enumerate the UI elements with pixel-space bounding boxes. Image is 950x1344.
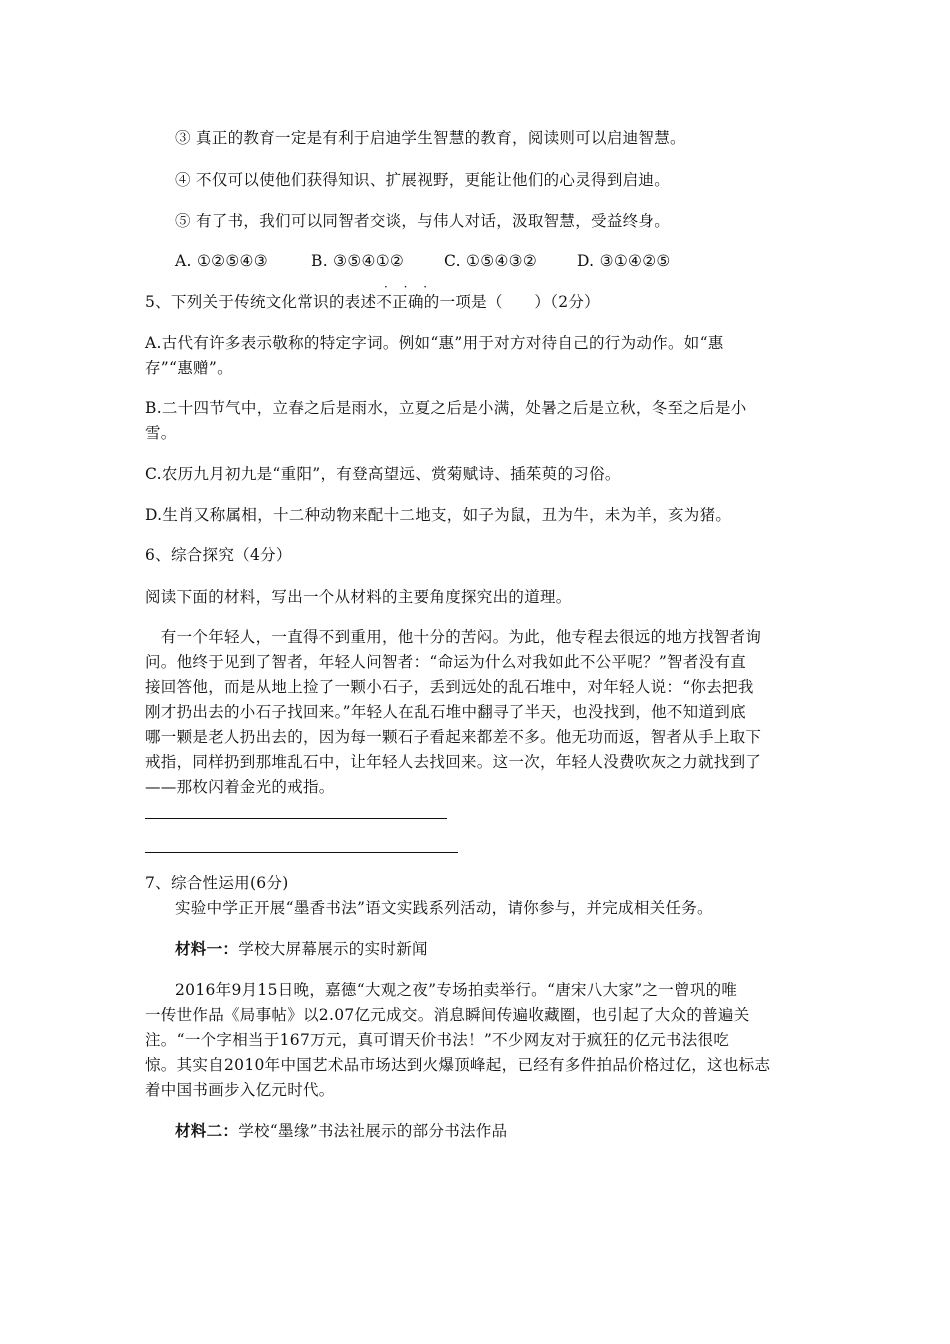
q5-option-d: D.生肖又称属相，十二种动物来配十二地支，如子为鼠，丑为牛，未为羊，亥为猪。 xyxy=(145,506,732,524)
news-line: 2016年9月15日晚，嘉德“大观之夜”专场拍卖举行。“唐宋八大家”之一曾巩的唯 xyxy=(175,981,738,999)
q4-option-c: C. ①⑤④③② xyxy=(444,252,538,270)
q6-instruction: 阅读下面的材料，写出一个从材料的主要角度探究出的道理。 xyxy=(145,588,572,606)
q6-passage-line: 有一个年轻人，一直得不到重用，他十分的苦闷。为此，他专程去很远的地方找智者询 xyxy=(145,628,762,646)
news-line: 惊。其实自2010年中国艺术品市场达到火爆顶峰起，已经有多件拍品价格过亿，这也标志 xyxy=(145,1056,771,1074)
q5-stem: 5、下列关于传统文化常识的表述不正确的一项是（ ）（2分） xyxy=(145,293,600,311)
material-two-title: 学校“墨缘”书法社展示的部分书法作品 xyxy=(238,1122,508,1140)
answer-line xyxy=(145,852,458,853)
q6-passage-line: 哪一颗是老人扔出去的，因为每一颗石子看起来都差不多。他无功而返，智者从手上取下 xyxy=(145,728,762,746)
emphasis-marks: · · · xyxy=(384,280,434,294)
answer-line xyxy=(145,818,447,819)
material-two-heading xyxy=(175,1121,507,1141)
q5-option-a-line2: 存”“惠赠”。 xyxy=(145,359,233,377)
material-one-heading xyxy=(175,939,428,959)
q6-passage-line: 戒指，同样扔到那堆乱石中，让年轻人去找回来。这一次，年轻人没费吹灰之力就找到了 xyxy=(145,753,762,771)
statement-4: ④ 不仅可以使他们获得知识、扩展视野，更能让他们的心灵得到启迪。 xyxy=(175,171,671,189)
q6-passage-line: 刚才扔出去的小石子找回来。”年轻人在乱石堆中翻寻了半天，也没找到，他不知道到底 xyxy=(145,703,746,721)
material-one-label: 材料一： xyxy=(175,939,239,958)
news-line: 注。“一个字相当于167万元，真可谓天价书法！”不少网友对于疯狂的亿元书法很吃 xyxy=(145,1031,730,1049)
q6-title: 6、综合探究（4分） xyxy=(145,546,292,564)
q5-option-a-line1: A.古代有许多表示敬称的特定字词。例如“惠”用于对方对待自己的行为动作。如“惠 xyxy=(145,334,724,352)
q5-option-b-line1: B.二十四节气中，立春之后是雨水，立夏之后是小满，处暑之后是立秋，冬至之后是小 xyxy=(145,399,747,417)
news-line: 一传世作品《局事帖》以2.07亿元成交。消息瞬间传遍收藏圈，也引起了大众的普遍关 xyxy=(145,1006,750,1024)
material-one-title: 学校大屏幕展示的实时新闻 xyxy=(238,940,428,958)
q7-title: 7、综合性运用(6分) xyxy=(145,874,289,892)
statement-5: ⑤ 有了书，我们可以同智者交谈，与伟人对话，汲取智慧，受益终身。 xyxy=(175,212,671,230)
q5-option-b-line2: 雪。 xyxy=(145,424,177,442)
q6-passage-line: ——那枚闪着金光的戒指。 xyxy=(145,778,335,796)
q4-option-d: D. ③①④②⑤ xyxy=(577,252,671,270)
q6-passage-line: 问。他终于见到了智者，年轻人问智者：“命运为什么对我如此不公平呢？”智者没有直 xyxy=(145,653,747,671)
material-two-label: 材料二： xyxy=(175,1121,239,1140)
q6-passage-line: 接回答他，而是从地上捡了一颗小石子，丢到远处的乱石堆中，对年轻人说：“你去把我 xyxy=(145,678,754,696)
q5-option-c: C.农历九月初九是“重阳”，有登高望远、赏菊赋诗、插茱萸的习俗。 xyxy=(145,465,621,483)
statement-3: ③ 真正的教育一定是有利于启迪学生智慧的教育，阅读则可以启迪智慧。 xyxy=(175,129,686,147)
q7-intro: 实验中学正开展“墨香书法”语文实践系列活动，请你参与，并完成相关任务。 xyxy=(175,899,713,917)
news-line: 着中国书画步入亿元时代。 xyxy=(145,1081,335,1099)
q4-option-b: B. ③⑤④①② xyxy=(311,252,405,270)
q4-option-a: A. ①②⑤④③ xyxy=(175,252,268,270)
